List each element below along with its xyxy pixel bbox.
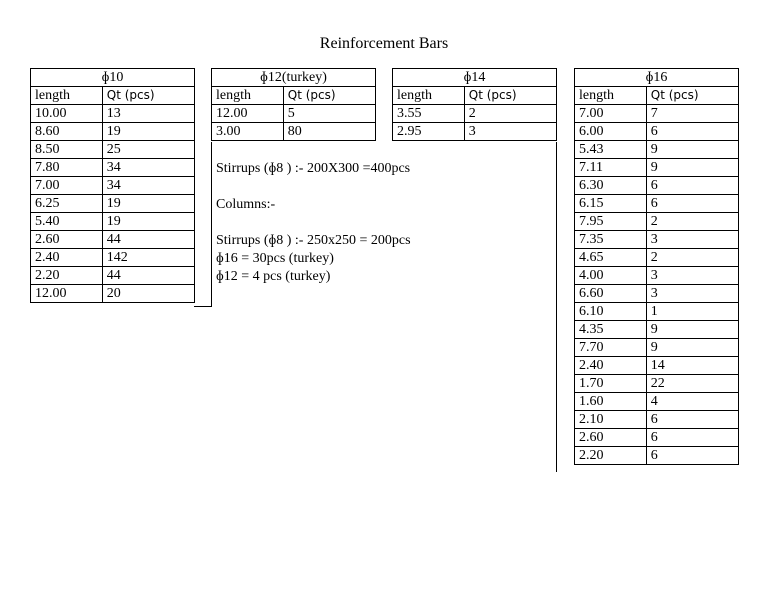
length-cell: 6.10	[575, 303, 647, 321]
qty-cell: 3	[464, 123, 556, 141]
phi16-turkey-note: ɸ16 = 30pcs (turkey)	[216, 251, 334, 266]
table-row	[31, 123, 195, 141]
qty-cell: 142	[102, 249, 194, 267]
table-row	[31, 213, 195, 231]
length-cell: 6.60	[575, 285, 647, 303]
table-header: ɸ14	[393, 69, 557, 87]
length-cell: 12.00	[212, 105, 284, 123]
qty-cell: 6	[646, 195, 738, 213]
qty-cell: 7	[646, 105, 738, 123]
qty-cell: 3	[646, 285, 738, 303]
length-cell: 2.10	[575, 411, 647, 429]
qty-cell: 22	[646, 375, 738, 393]
table-row	[31, 231, 195, 249]
length-cell: 2.40	[575, 357, 647, 375]
length-cell: 6.25	[31, 195, 103, 213]
table-row	[575, 429, 739, 447]
length-cell: 7.00	[575, 105, 647, 123]
qty-cell: 6	[646, 123, 738, 141]
qty-cell: 6	[646, 177, 738, 195]
table-row	[393, 123, 557, 141]
table-row	[575, 249, 739, 267]
length-cell: 2.40	[31, 249, 103, 267]
qty-cell: 2	[464, 105, 556, 123]
qty-cell: 14	[646, 357, 738, 375]
table-row	[212, 123, 376, 141]
table-row	[31, 141, 195, 159]
qty-cell: 6	[646, 447, 738, 465]
qty-cell: 6	[646, 429, 738, 447]
table-row	[575, 177, 739, 195]
qty-cell: 6	[646, 411, 738, 429]
length-cell: 1.70	[575, 375, 647, 393]
qty-cell: 2	[646, 213, 738, 231]
qty-cell: 19	[102, 123, 194, 141]
column-header-qty: Qt (pcs)	[283, 87, 375, 105]
qty-cell: 9	[646, 141, 738, 159]
length-cell: 2.20	[575, 447, 647, 465]
table-row	[212, 105, 376, 123]
length-cell: 4.00	[575, 267, 647, 285]
table-row	[575, 375, 739, 393]
qty-cell: 34	[102, 177, 194, 195]
length-cell: 7.35	[575, 231, 647, 249]
column-header-length: length	[575, 87, 647, 105]
length-cell: 6.00	[575, 123, 647, 141]
qty-cell: 9	[646, 339, 738, 357]
qty-cell: 5	[283, 105, 375, 123]
length-cell: 6.15	[575, 195, 647, 213]
qty-cell: 13	[102, 105, 194, 123]
table-row	[575, 321, 739, 339]
table-header: ɸ10	[31, 69, 195, 87]
length-cell: 7.70	[575, 339, 647, 357]
table-row	[575, 357, 739, 375]
table-row	[575, 411, 739, 429]
table-row	[575, 267, 739, 285]
column-header-length: length	[31, 87, 103, 105]
length-cell: 6.30	[575, 177, 647, 195]
length-cell: 4.65	[575, 249, 647, 267]
length-cell: 7.11	[575, 159, 647, 177]
length-cell: 10.00	[31, 105, 103, 123]
column-header-length: length	[212, 87, 284, 105]
qty-cell: 19	[102, 195, 194, 213]
length-cell: 1.60	[575, 393, 647, 411]
table-row	[575, 231, 739, 249]
qty-cell: 9	[646, 159, 738, 177]
table-row	[575, 123, 739, 141]
qty-cell: 80	[283, 123, 375, 141]
table-row	[575, 339, 739, 357]
stirrups-note-1: Stirrups (ɸ8 ) :- 200X300 =400pcs	[216, 161, 411, 176]
length-cell: 2.20	[31, 267, 103, 285]
table-row	[575, 159, 739, 177]
qty-cell: 20	[102, 285, 194, 303]
phi16-table	[574, 68, 739, 465]
phi12-table	[211, 68, 376, 141]
length-cell: 2.95	[393, 123, 465, 141]
length-cell: 8.60	[31, 123, 103, 141]
length-cell: 2.60	[31, 231, 103, 249]
phi10-bottom-right-extension	[194, 306, 211, 307]
length-cell: 3.00	[212, 123, 284, 141]
qty-cell: 2	[646, 249, 738, 267]
table-row	[575, 213, 739, 231]
table-row	[575, 285, 739, 303]
table-header: ɸ16	[575, 69, 739, 87]
column-header-length: length	[393, 87, 465, 105]
qty-cell: 19	[102, 213, 194, 231]
qty-cell: 1	[646, 303, 738, 321]
length-cell: 3.55	[393, 105, 465, 123]
table-row	[31, 267, 195, 285]
length-cell: 5.40	[31, 213, 103, 231]
length-cell: 8.50	[31, 141, 103, 159]
table-row	[575, 393, 739, 411]
columns-note: Columns:-	[216, 197, 276, 212]
length-cell: 5.43	[575, 141, 647, 159]
phi12-turkey-note: ɸ12 = 4 pcs (turkey)	[216, 269, 331, 284]
table-row	[575, 303, 739, 321]
table-row	[31, 195, 195, 213]
page-title: Reinforcement Bars	[319, 35, 449, 52]
table-row	[31, 285, 195, 303]
qty-cell: 4	[646, 393, 738, 411]
table-row	[575, 105, 739, 123]
qty-cell: 9	[646, 321, 738, 339]
length-cell: 7.95	[575, 213, 647, 231]
column-header-qty: Qt (pcs)	[102, 87, 194, 105]
column-header-qty: Qt (pcs)	[464, 87, 556, 105]
length-cell: 4.35	[575, 321, 647, 339]
table-row	[575, 195, 739, 213]
length-cell: 2.60	[575, 429, 647, 447]
qty-cell: 44	[102, 231, 194, 249]
qty-cell: 34	[102, 159, 194, 177]
table-row	[31, 159, 195, 177]
length-cell: 12.00	[31, 285, 103, 303]
qty-cell: 3	[646, 267, 738, 285]
phi14-right-border-extension	[556, 142, 557, 472]
table-row	[31, 177, 195, 195]
qty-cell: 25	[102, 141, 194, 159]
stirrups-note-2: Stirrups (ɸ8 ) :- 250x250 = 200pcs	[216, 233, 411, 248]
table-row	[31, 249, 195, 267]
table-row	[31, 105, 195, 123]
table-header: ɸ12(turkey)	[212, 69, 376, 87]
table-row	[393, 105, 557, 123]
column-header-qty: Qt (pcs)	[646, 87, 738, 105]
phi14-table	[392, 68, 557, 141]
qty-cell: 44	[102, 267, 194, 285]
table-row	[575, 447, 739, 465]
length-cell: 7.00	[31, 177, 103, 195]
phi12-left-border-extension	[211, 142, 212, 307]
length-cell: 7.80	[31, 159, 103, 177]
phi10-table	[30, 68, 195, 303]
table-row	[575, 141, 739, 159]
qty-cell: 3	[646, 231, 738, 249]
